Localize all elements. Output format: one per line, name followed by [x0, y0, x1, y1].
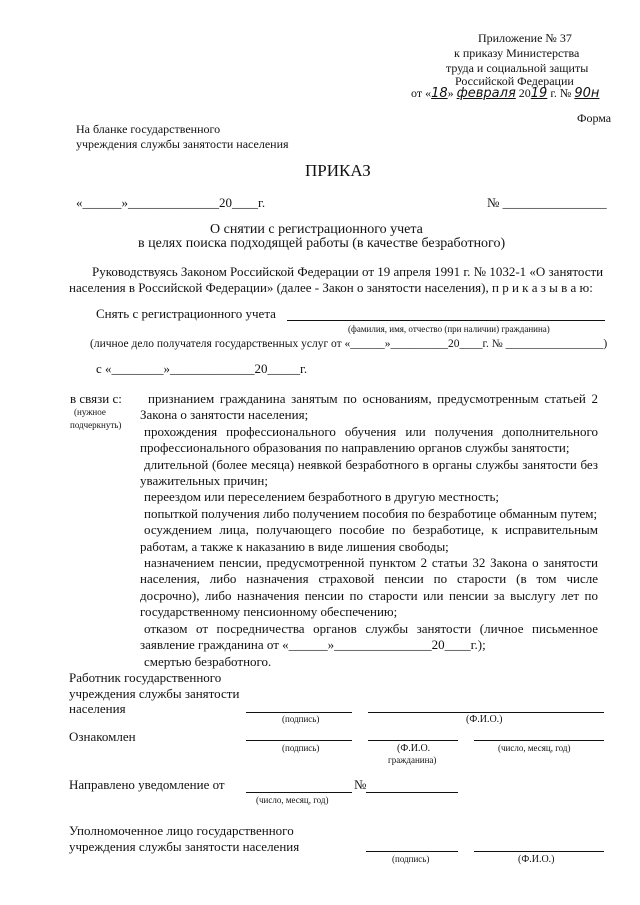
fio-field[interactable] [287, 320, 605, 321]
authorized-signature-field[interactable] [366, 851, 458, 852]
authorized-line-2: учреждения службы занятости населения [69, 839, 300, 854]
preamble-line-2: населения в Российской Федерации» (далее - Закон о занятости населения), п р и к а з ы в а ю: [69, 280, 593, 295]
worker-sign-caption: (подпись) [282, 714, 320, 724]
reason-label: в связи с: [70, 391, 122, 406]
reason-item-death[interactable]: смертью безработного. [144, 653, 272, 669]
worker-signature-field[interactable] [246, 712, 352, 713]
authorized-fio-field[interactable] [474, 851, 604, 852]
date-open-quote: от « [411, 86, 432, 100]
notice-date-field[interactable] [246, 792, 352, 793]
order-date-line: «______»______________20____г. [76, 195, 266, 210]
reason-note-1: (нужное [74, 407, 106, 417]
notice-number-field[interactable] [366, 792, 458, 793]
acquainted-fio-caption-2: гражданина) [388, 755, 437, 765]
notice-label: Направлено уведомление от [69, 777, 225, 792]
acquainted-date-caption: (число, месяц, год) [498, 743, 571, 753]
appendix-line-1: Приложение № 37 [478, 31, 572, 45]
date-month-handwritten: февраля [456, 86, 516, 101]
preamble-line-1: Руководствуясь Законом Российской Федерации от 19 апреля 1991 г. № 1032-1 «О занятости [92, 264, 604, 279]
reason-item-employed[interactable]: признанием гражданина занятым по основаниям, предусмотренным статьей 2 Закона о занятости населения; [140, 391, 598, 423]
acquainted-sign-caption: (подпись) [282, 743, 320, 753]
blank-line-2: учреждения службы занятости населения [76, 137, 289, 151]
reason-item-training[interactable]: прохождения профессионального обучения или получения дополнительного профессионального образования по направлению органов службы занятости; [140, 423, 598, 456]
date-close-quote: » [447, 86, 454, 100]
worker-fio-caption: (Ф.И.О.) [466, 714, 503, 725]
from-date-line: с «________»_____________20_____г. [96, 361, 308, 376]
fio-caption: (фамилия, имя, отчество (при наличии) гражданина) [348, 324, 550, 334]
order-number-handwritten: 90н [574, 86, 600, 101]
reason-item-fraud[interactable]: попыткой получения либо получением пособия по безработице обманным путем; [144, 505, 598, 521]
reason-note-2: подчеркнуть) [70, 420, 122, 430]
appendix-line-2: к приказу Министерства [454, 46, 580, 60]
worker-line-2: учреждения службы занятости [69, 686, 240, 701]
appendix-line-3: труда и социальной защиты [446, 61, 589, 75]
form-label: Форма [577, 111, 612, 125]
notice-number-sign: № [354, 777, 367, 792]
reason-item-conviction[interactable]: осуждением лица, получающего пособие по безработице, к исправительным работам, а также к наказанию в виде лишения свободы; [140, 522, 598, 554]
reason-item-relocation[interactable]: переездом или переселением безработного в другую местность; [144, 489, 500, 505]
acquainted-fio-caption-1: (Ф.И.О. [397, 743, 431, 754]
worker-fio-field[interactable] [368, 712, 604, 713]
subject-line-1: О снятии с регистрационного учета [210, 222, 423, 237]
authorized-line-1: Уполномоченное лицо государственного [69, 823, 294, 838]
authorized-fio-caption: (Ф.И.О.) [518, 854, 555, 865]
page-title: ПРИКАЗ [305, 161, 371, 180]
date-year-handwritten: 19 [530, 86, 548, 101]
authorized-sign-caption: (подпись) [392, 854, 430, 864]
blank-line-1: На бланке государственного [76, 122, 221, 136]
acquainted-fio-field[interactable] [368, 740, 458, 741]
appendix-date [411, 86, 599, 101]
acquainted-date-field[interactable] [474, 740, 604, 741]
order-number-line: № ________________ [487, 195, 607, 210]
reason-item-pension[interactable]: назначением пенсии, предусмотренной пунктом 2 статьи 32 Закона о занятости населения, либо назначения страховой пенсии по старости (в том числе досрочно), либо назначения пенсии по старости или пенсии за выслугу лет по государственному пенсионному обеспечению; [140, 555, 598, 620]
date-year-prefix: 20 [515, 86, 531, 100]
subject-line-2: в целях поиска подходящей работы (в качестве безработного) [138, 236, 506, 251]
reason-list [140, 391, 598, 670]
date-number-label: г. № [547, 86, 572, 100]
notice-date-caption: (число, месяц, год) [256, 795, 329, 805]
remove-label: Снять с регистрационного учета [96, 306, 276, 321]
appendix-line-4: Российской Федерации [455, 74, 574, 88]
acquainted-signature-field[interactable] [246, 740, 352, 741]
worker-line-3: населения [69, 701, 126, 716]
worker-line-1: Работник государственного [69, 670, 222, 685]
personal-file-line: (личное дело получателя государственных услуг от «______»__________20____г. № _________________) [90, 338, 608, 350]
acquainted-label: Ознакомлен [69, 729, 136, 744]
date-day-handwritten: 18 [431, 86, 448, 101]
reason-item-absence[interactable]: длительной (более месяца) неявкой безработного в органы службы занятости без уважительных причин; [140, 456, 598, 489]
reason-item-refusal[interactable]: отказом от посредничества органов службы занятости (личное письменное заявление гражданина от «______»_______________20____г.); [140, 620, 598, 653]
